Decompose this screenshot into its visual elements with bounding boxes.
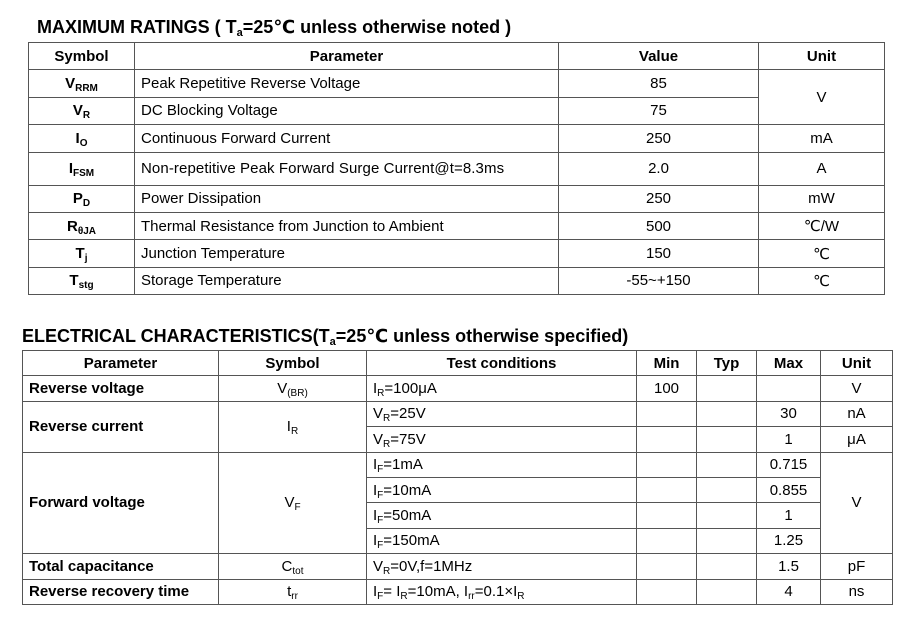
max-cell: 0.715 [757, 452, 821, 477]
symbol-cell: $V_R$ [29, 97, 135, 124]
symbol-cell: $I_O$ [29, 125, 135, 152]
symbol-cell: $P_D$ [29, 185, 135, 212]
unit-cell: ns [821, 579, 893, 604]
parameter-cell: Reverse voltage [23, 376, 219, 401]
unit-cell: A [759, 152, 885, 185]
unit-cell: mW [759, 185, 885, 212]
value-cell: 250 [559, 185, 759, 212]
symbol-cell: $R_{\theta JA}$ [29, 212, 135, 239]
parameter-cell: Thermal Resistance from Junction to Ambient [135, 212, 559, 239]
min-cell [637, 427, 697, 452]
parameter-cell: Reverse recovery time [23, 579, 219, 604]
table-row [23, 579, 893, 604]
parameter-cell: Junction Temperature [135, 240, 559, 267]
unit-cell: nA [821, 401, 893, 426]
header-symbol: Symbol [219, 351, 367, 376]
max-cell: 1 [757, 427, 821, 452]
max-cell: 1.5 [757, 554, 821, 579]
value-cell: 75 [559, 97, 759, 124]
table-row [23, 401, 893, 426]
max-cell: 1.25 [757, 528, 821, 553]
parameter-cell: Forward voltage [23, 452, 219, 554]
header-symbol: Symbol [29, 43, 135, 70]
max-cell [757, 376, 821, 401]
typ-cell [697, 554, 757, 579]
max-ratings-table [28, 42, 885, 295]
table-row [29, 152, 885, 185]
header-parameter: Parameter [135, 43, 559, 70]
max-cell: 30 [757, 401, 821, 426]
condition-cell: $I_F= I_R=10mA$, $I_{rr}=0.1\times I_R$ [367, 579, 637, 604]
parameter-cell: Reverse current [23, 401, 219, 452]
symbol-cell: $V_{(BR)}$ [219, 376, 367, 401]
table-row [29, 267, 885, 294]
condition-cell: $I_F=150mA$ [367, 528, 637, 553]
max-cell: 4 [757, 579, 821, 604]
symbol-cell: $T_j$ [29, 240, 135, 267]
value-cell: 150 [559, 240, 759, 267]
condition-cell: $I_F=1mA$ [367, 452, 637, 477]
condition-cell: $V_R=25V$ [367, 401, 637, 426]
typ-cell [697, 477, 757, 502]
table-row [29, 97, 885, 124]
symbol-cell: $V_{RRM}$ [29, 70, 135, 97]
symbol-cell: $V_F$ [219, 452, 367, 554]
typ-cell [697, 579, 757, 604]
symbol-cell: $t_{rr}$ [219, 579, 367, 604]
table-header-row [23, 351, 893, 376]
condition-cell: $V_R=0V,f=1MHz$ [367, 554, 637, 579]
table-row [29, 240, 885, 267]
symbol-cell: $T_{stg}$ [29, 267, 135, 294]
min-cell [637, 452, 697, 477]
unit-cell: V [821, 376, 893, 401]
header-unit: Unit [759, 43, 885, 70]
parameter-cell: Non-repetitive Peak Forward Surge Current@t=8.3ms [135, 152, 559, 185]
parameter-cell: DC Blocking Voltage [135, 97, 559, 124]
min-cell: 100 [637, 376, 697, 401]
electrical-title: ELECTRICAL $CHARACTERISTICS(T_a=25℃$ unless otherwise specified) [22, 326, 629, 348]
min-cell [637, 554, 697, 579]
typ-cell [697, 401, 757, 426]
table-header-row [29, 43, 885, 70]
header-unit: Unit [821, 351, 893, 376]
unit-cell: ℃ [759, 240, 885, 267]
typ-cell [697, 452, 757, 477]
table-row [23, 376, 893, 401]
typ-cell [697, 427, 757, 452]
table-row [29, 125, 885, 152]
value-cell: -55~+150 [559, 267, 759, 294]
typ-cell [697, 376, 757, 401]
unit-cell: V [759, 70, 885, 125]
symbol-cell: $I_{FSM}$ [29, 152, 135, 185]
header-typ: Typ [697, 351, 757, 376]
header-min: Min [637, 351, 697, 376]
min-cell [637, 528, 697, 553]
max-cell: 0.855 [757, 477, 821, 502]
value-cell: 2.0 [559, 152, 759, 185]
parameter-cell: Power Dissipation [135, 185, 559, 212]
min-cell [637, 579, 697, 604]
table-row [29, 212, 885, 239]
condition-cell: $I_R=100\mu A$ [367, 376, 637, 401]
min-cell [637, 477, 697, 502]
unit-cell: μA [821, 427, 893, 452]
header-parameter: Parameter [23, 351, 219, 376]
unit-cell: mA [759, 125, 885, 152]
parameter-cell: Storage Temperature [135, 267, 559, 294]
table-row [29, 70, 885, 97]
condition-cell: $V_R=75V$ [367, 427, 637, 452]
condition-cell: $I_F=10mA$ [367, 477, 637, 502]
electrical-table [22, 350, 893, 605]
max-cell: 1 [757, 503, 821, 528]
table-row [23, 452, 893, 477]
parameter-cell: Continuous Forward Current [135, 125, 559, 152]
typ-cell [697, 528, 757, 553]
symbol-cell: $I_R$ [219, 401, 367, 452]
unit-cell: ℃ [759, 267, 885, 294]
parameter-cell: Total capacitance [23, 554, 219, 579]
min-cell [637, 401, 697, 426]
max-ratings-title: MAXIMUM RATINGS ( $T_a=25℃$ unless otherwise noted ) [37, 17, 512, 39]
parameter-cell: Peak Repetitive Reverse Voltage [135, 70, 559, 97]
value-cell: 85 [559, 70, 759, 97]
value-cell: 500 [559, 212, 759, 239]
table-row [29, 185, 885, 212]
min-cell [637, 503, 697, 528]
unit-cell: V [821, 452, 893, 554]
header-value: Value [559, 43, 759, 70]
header-max: Max [757, 351, 821, 376]
typ-cell [697, 503, 757, 528]
condition-cell: $I_F=50mA$ [367, 503, 637, 528]
value-cell: 250 [559, 125, 759, 152]
unit-cell: ℃/W [759, 212, 885, 239]
unit-cell: pF [821, 554, 893, 579]
symbol-cell: $C_{tot}$ [219, 554, 367, 579]
table-row [23, 554, 893, 579]
header-test-conditions: Test conditions [367, 351, 637, 376]
